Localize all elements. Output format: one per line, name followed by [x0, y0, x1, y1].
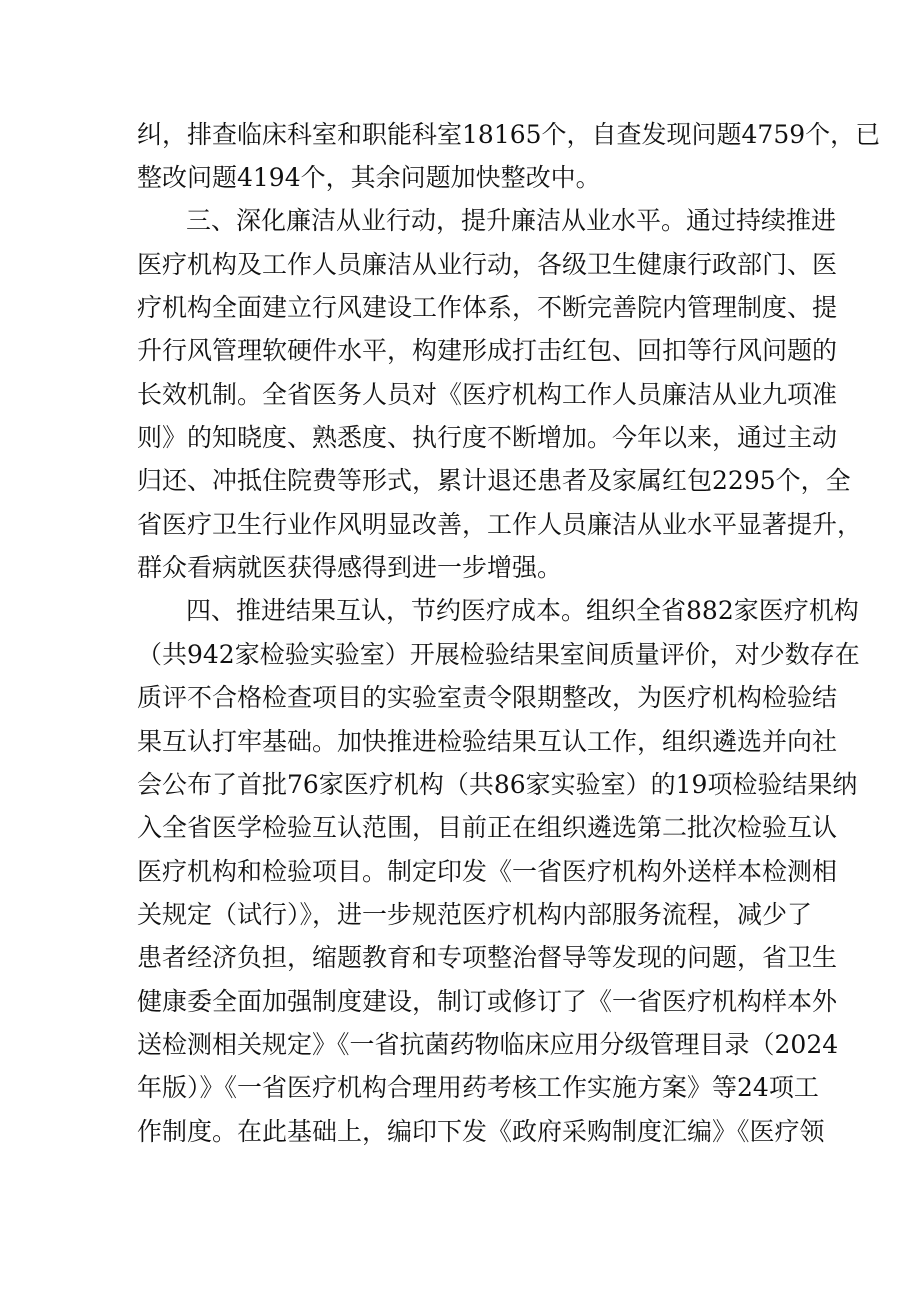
text-line-21: 健康委全面加强制度建设，制订或修订了《一省医疗机构样本外 [137, 987, 838, 1016]
paragraph-three-heading-line: 三、深化廉洁从业行动，提升廉洁从业水平。通过持续推进 [186, 206, 837, 235]
text-line-1: 纠，排查临床科室和职能科室18165个，自查发现问题4759个，已 [137, 120, 881, 149]
text-line-18: 医疗机构和检验项目。制定印发《一省医疗机构外送样本检测相 [137, 857, 838, 886]
text-line-23: 年版）》《一省医疗机构合理用药考核工作实施方案》等24项工 [137, 1073, 819, 1102]
paragraph-four-heading-line: 四、推进结果互认，节约医疗成本。组织全省882家医疗机构 [186, 596, 859, 625]
text-line-15: 果互认打牢基础。加快推进检验结果互认工作，组织遴选并向社 [137, 727, 838, 756]
text-line-22: 送检测相关规定》《一省抗菌药物临床应用分级管理目录（2024 [137, 1030, 839, 1059]
text-line-5: 疗机构全面建立行风建设工作体系，不断完善院内管理制度、提 [137, 293, 838, 322]
text-line-8: 则》的知晓度、熟悉度、执行度不断增加。今年以来，通过主动 [137, 423, 838, 452]
text-line-2: 整改问题4194个，其余问题加快整改中。 [137, 163, 601, 192]
text-line-19: 关规定（试行）》，进一步规范医疗机构内部服务流程，减少了 [137, 900, 813, 929]
text-line-14: 质评不合格检查项目的实验室责令限期整改，为医疗机构检验结 [137, 683, 838, 712]
text-line-10: 省医疗卫生行业作风明显改善，工作人员廉洁从业水平显著提升， [137, 510, 863, 539]
text-line-7: 长效机制。全省医务人员对《医疗机构工作人员廉洁从业九项准 [137, 380, 838, 409]
text-line-9: 归还、冲抵住院费等形式，累计退还患者及家属红包2295个，全 [137, 466, 851, 495]
text-line-6: 升行风管理软硬件水平，构建形成打击红包、回扣等行风问题的 [137, 336, 838, 365]
text-line-16: 会公布了首批76家医疗机构（共86家实验室）的19项检验结果纳 [137, 770, 858, 799]
text-line-11: 群众看病就医获得感得到进一步增强。 [137, 553, 563, 582]
text-line-20: 患者经济负担，缩题教育和专项整治督导等发现的问题，省卫生 [137, 943, 838, 972]
text-line-13: （共942家检验实验室）开展检验结果室间质量评价，对少数存在 [137, 640, 860, 669]
text-line-17: 入全省医学检验互认范围，目前正在组织遴选第二批次检验互认 [137, 813, 838, 842]
text-line-4: 医疗机构及工作人员廉洁从业行动，各级卫生健康行政部门、医 [137, 250, 838, 279]
text-line-24: 作制度。在此基础上，编印下发《政府采购制度汇编》《医疗领 [137, 1117, 825, 1146]
